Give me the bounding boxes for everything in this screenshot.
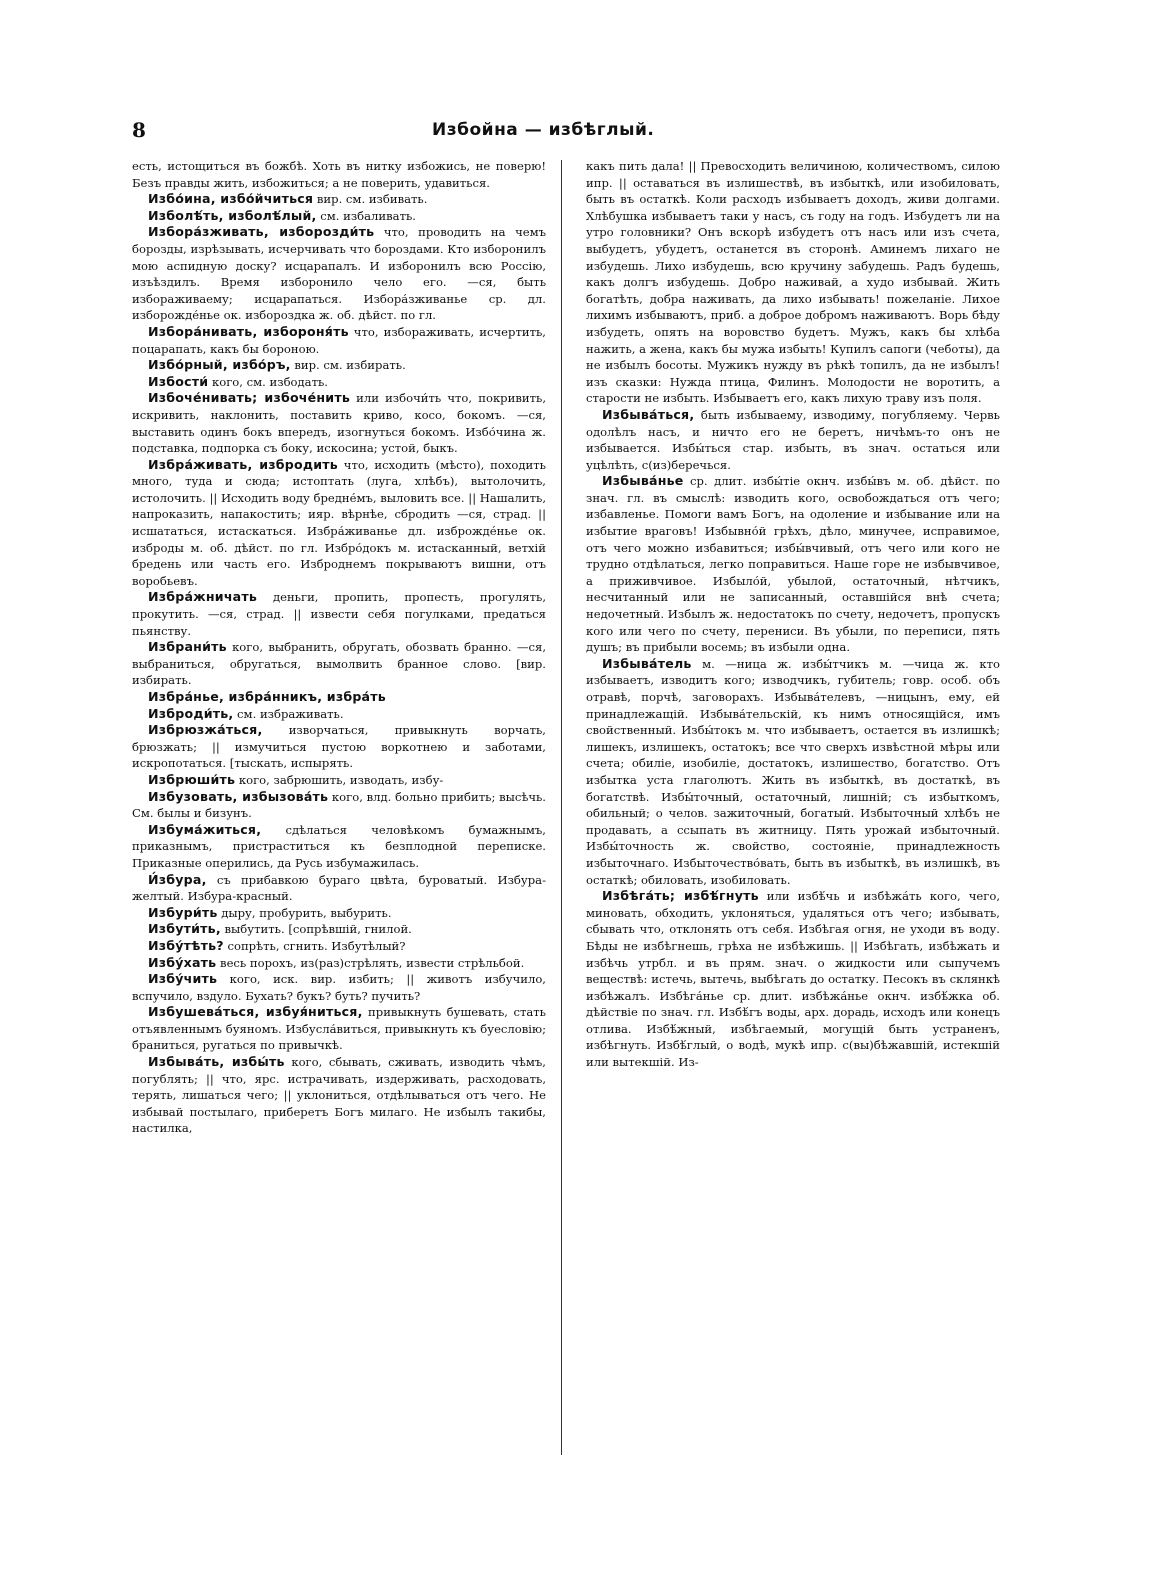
left-column — [132, 158, 546, 1458]
entry-headword: Избра́нье, избра́нникъ, избра́ть — [148, 689, 386, 704]
entry-definition: быть избываему, изводиму, погубляему. Червь одолѣлъ насъ, и ничто его не беретъ, ничѣмъ-то онъ не избывается. Избы́ться стар. избыть, въ знач. остаться или уцѣлѣть, с(из)беречься. — [586, 407, 1000, 472]
dictionary-entry — [132, 324, 546, 357]
entry-definition: кого, иск. вир. избить; || животъ избучило, вспучило, вздуло. Бухать? букъ? буть? пучить? — [132, 972, 546, 1003]
dictionary-entry — [132, 872, 546, 905]
entry-definition: кого, влд. больно прибить; высѣчь. См. былы и бизунъ. — [132, 789, 546, 821]
dictionary-entry — [132, 390, 546, 456]
entry-definition: деньги, пропить, пропесть, прогулять, прокутить. —ся, страд. || извести себя погулками, предаться пьянству. — [132, 590, 546, 638]
entry-headword: Избума́житься, — [148, 821, 262, 837]
entry-headword: Избу́чить — [148, 971, 218, 987]
dictionary-entry — [132, 589, 546, 639]
running-head: Избойна — избѣглый. — [432, 120, 655, 140]
entry-headword: Избыва́нье — [602, 473, 684, 489]
dictionary-entry — [132, 938, 546, 955]
entry-definition: какъ пить дала! || Превосходить величиною, количествомъ, силою ипр. || оставаться въ излишествѣ, въ избыткѣ, или изобиловать, быть въ остаткѣ. Коли расходъ избываетъ доходъ, живи долгами. Хлѣбушка избываетъ таки у насъ, съ году на годъ. Избудетъ ли на утро головники? Онъ вскорѣ избудетъ отъ насъ или изъ счета, выбудетъ, убудетъ, останется въ сторонѣ. Аминемъ лихаго не избудешь. Лихо избудешь, всю кручину забудешь. Радъ будешь, какъ долгъ избудешь. Добро наживай, а худо избывай. Жить богатѣть, добра наживать, да лихо избывать! пожеланіе. Лихое лихимъ избываютъ, приб. а доброе добромъ наживаютъ. Ворь бѣду избудеть, опять на воровство будетъ. Мужъ, какъ бы хлѣба нажить, а жена, какъ бы мужа избыть! Купилъ сапоги (чеботы), да не избылъ босоты. Мужикъ нужду въ рѣкѣ топилъ, да не избылъ! изъ сказки: Нужда птица, Филинъ. Молодости не воротить, а старости не избыть. Избываетъ его, какъ лихую траву изъ поля. — [586, 159, 1000, 406]
entry-definition: кого, см. избодать. — [208, 374, 328, 389]
dictionary-entry — [132, 971, 546, 1004]
entry-definition: или избочи́ть что, покривить, искривить, наклонить, поставить криво, косо, бокомъ. —ся, выставить одинъ бокъ впередъ, изогнуться бокомъ. Избо́чина ж. подставка, подпорка съ боку, искосина; устой, быкъ. — [132, 391, 546, 456]
entry-definition: вир. см. избивать. — [313, 192, 428, 207]
entry-definition: кого, сбывать, сживать, изводить чѣмъ, погублять; || что, ярс. истрачивать, издерживать, расходовать, терять, лишаться чего; || уклониться, отдѣлываться отъ чего. Не избывай постылаго, приберетъ Богъ милаго. Не избылъ такибы, настилка, — [132, 1055, 546, 1136]
page-number: 8 — [132, 118, 146, 142]
entry-definition: сопрѣть, сгнить. Избутѣлый? — [223, 938, 406, 953]
entry-definition: есть, истощиться въ божбѣ. Хоть въ нитку избожись, не поверю! Безъ правды жить, избожиться; а не поверить, удавиться. — [132, 159, 546, 190]
dictionary-entry — [132, 689, 546, 706]
entry-headword: Избу́тѣть? — [148, 937, 224, 953]
dictionary-entry — [132, 191, 546, 208]
entry-headword: Избыва́ть, избы́ть — [148, 1054, 285, 1070]
entry-headword: Избоче́нивать; избоче́нить — [148, 390, 350, 406]
entry-headword: Избо́ина, избо́йчиться — [148, 191, 314, 207]
entry-definition: что, проводить на чемъ борозды, изрѣзывать, исчерчивать что бороздами. Кто изборонилъ мою аспидную доску? исцарапалъ. И изборонилъ всю Россію, изъѣздилъ. Время изборонило чело его. —ся, быть избораживаему; исцарапаться. Избора́зживанье ср. дл. изборожде́нье ок. избороздка ж. об. дѣйст. по гл. — [132, 225, 546, 323]
entry-headword: Избузовать, избызова́ть — [148, 788, 329, 804]
dictionary-entry — [132, 457, 546, 590]
entry-definition: ср. длит. избы́тіе окнч. избы́въ м. об. дѣйст. по знач. гл. въ смыслѣ: изводить кого, освобождаться отъ чего; избавленье. Помоги вамъ Богъ, на одоление и избывание или на избытие враговъ! Избывно́й грѣхъ, дѣло, минучее, исправимое, отъ чего можно избавиться; избы́вчивый, отъ чего или кого не трудно отдѣлаться, легко поправиться. Наше горе не избывчивое, а приживчивое. Избыло́й, убылой, остаточный, нѣтчикъ, несчитанный или не записанный, оставшійся внѣ счета; недочетный. Избылъ ж. недостатокъ по счету, недочетъ, пропускъ кого или чего по счету, перениси. Въ убыли, по переписи, пять душъ; въ прибыли восемь; въ избыли одна. — [586, 474, 1000, 655]
entry-headword: Избора́нивать, избороня́ть — [148, 323, 349, 339]
entry-definition: кого, выбранить, обругать, обозвать бранно. —ся, выбраниться, обругаться, вымолвить бранное слово. [вир. избирать. — [132, 640, 546, 688]
entry-definition: выбутить. [сопрѣвшій, гнилой. — [220, 922, 412, 937]
entry-headword: Избрюши́ть — [148, 771, 236, 787]
entry-headword: Изброди́ть, — [148, 705, 234, 721]
entry-definition: изворчаться, привыкнуть ворчать, брюзжать; || измучиться пустою воркотнею и заботами, искропотаться. [тыскать, испырять. — [132, 723, 546, 771]
dictionary-entry — [132, 158, 546, 191]
entry-headword: Избости́ — [148, 373, 209, 389]
dictionary-entry — [586, 407, 1000, 473]
dictionary-entry — [132, 224, 546, 324]
entry-definition: вир. см. избирать. — [290, 358, 406, 373]
dictionary-entry — [132, 1004, 546, 1054]
entry-definition: см. избаливать. — [316, 208, 416, 223]
dictionary-entry — [132, 905, 546, 922]
page-header — [132, 118, 1032, 148]
entry-definition: съ прибавкою бураго цвѣта, буроватый. Избура-желтый. Избура-красный. — [132, 872, 546, 904]
dictionary-entry — [132, 374, 546, 391]
entry-definition: что, избораживать, исчертить, поцарапать, какъ бы бороною. — [132, 324, 546, 356]
dictionary-entry — [586, 888, 1000, 1071]
entry-headword: Избыва́тель — [602, 655, 692, 671]
entry-headword: И́збура, — [148, 871, 207, 887]
dictionary-entry — [132, 1054, 546, 1137]
entry-headword: Избра́живать, избродить — [148, 456, 338, 472]
column-divider — [561, 160, 562, 1455]
entry-definition: что, исходить (мѣсто), походить много, туда и сюда; истоптать (луга, хлѣбъ), вытолочить, истолочить. || Исходить воду бредне́мъ, выловить все. || Нашалить, напроказить, напакостить; ияр. вѣрнѣе, сбродить —ся, страд. || исшататься, истаскаться. Избра́живанье дл. изброжде́нье ок. изброды м. об. дѣйст. по гл. Избро́докъ м. истасканный, ветхій бредень или часть его. Изброднемъ покрываютъ вишни, отъ воробьевъ. — [132, 457, 546, 588]
dictionary-entry — [132, 639, 546, 689]
dictionary-entry — [586, 158, 1000, 407]
dictionary-entry — [132, 822, 546, 872]
entry-definition: весь порохъ, из(раз)стрѣлять, извести стрѣльбой. — [216, 955, 525, 970]
entry-definition: или избѣ́чь и избѣжа́ть кого, чего, миновать, обходить, уклоняться, удаляться отъ чего; избывать, сбывать что, отклонять отъ себя. Избѣгая огня, не уходи въ воду. Бѣды не избѣгнешь, грѣха не избѣжишь. || Избѣгать, избѣжать и избѣчь утрбл. и въ прям. знач. о жидкости или сыпучемъ веществѣ: истечь, вытечь, выбѣгать до остатку. Песокъ въ склянкѣ избѣжалъ. Избѣга́нье ср. длит. избѣжа́нье окнч. избѣ́жка об. дѣйствіе по знач. гл. Избѣ́гъ воды, арх. дорадь, исходъ или конецъ отлива. Избѣ́жный, избѣгаемый, могущій быть устраненъ, избѣгнуть. Избѣ́глый, о водѣ, мукѣ ипр. с(вы)бѣжавшій, истекшій или вытекшій. Из- — [586, 889, 1000, 1070]
entry-headword: Избушева́ться, избуя́ниться, — [148, 1004, 363, 1020]
dictionary-entry — [132, 921, 546, 938]
entry-headword: Избути́ть, — [148, 921, 221, 937]
dictionary-entry — [132, 789, 546, 822]
dictionary-entry — [586, 473, 1000, 656]
entry-headword: Избури́ть — [148, 904, 218, 920]
dictionary-entry — [132, 722, 546, 772]
entry-headword: Избрани́ть — [148, 639, 227, 655]
dictionary-entry — [586, 656, 1000, 888]
entry-definition: дыру, пробурить, выбурить. — [217, 905, 392, 920]
entry-definition: привыкнуть бушевать, стать отъявленнымъ буяномъ. Избусла́виться, привыкнуть къ буесловію; браниться, ругаться по привычкѣ. — [132, 1005, 546, 1053]
entry-headword: Избора́зживать, изборозди́ть — [148, 224, 375, 240]
entry-headword: Избрюзжа́ться, — [148, 722, 263, 738]
entry-headword: Избо́рный, избо́ръ, — [148, 357, 291, 373]
entry-definition: м. —ница ж. избы́тчикъ м. —чица ж. кто избываетъ, изводитъ кого; изводчикъ, губитель; говр. особ. объ отравѣ, порчѣ, заговорахъ. Избыва́телевъ, —ницынъ, ему, ей принадлежащій. Избыва́тельскій, къ нимъ относящійся, имъ свойственный. Избы́токъ м. что избываетъ, остается въ излишкѣ; лишекъ, излишекъ, остатокъ; все что сверхъ извѣстной мѣры или счета; обиліе, изобиліе, достатокъ, излишество, богатство. Отъ избытка уста глаголютъ. Жить въ избыткѣ, въ достаткѣ, въ богатствѣ. Избы́точный, остаточный, лишній; съ избыткомъ, обильный; о челов. зажиточный, богатый. Избыточный хлѣбъ не продавать, а ссыпать въ житницу. Пять урожай избыточный. Избы́точность ж. свойство, состояніе, принадлежность избыточнаго. Избыточество́вать, быть въ избыткѣ, въ излишкѣ, въ остаткѣ; обиловать, изобиловать. — [586, 656, 1000, 887]
entry-definition: сдѣлаться человѣкомъ бумажнымъ, приказнымъ, пристраститься къ безплодной переписке. Приказные оперились, да Русь избумажилась. — [132, 822, 546, 870]
entry-definition: кого, забрюшить, изводать, избу- — [235, 772, 444, 787]
dictionary-entry — [132, 208, 546, 225]
entry-definition: см. избраживать. — [233, 706, 344, 721]
entry-headword: Изболѣ́ть, изболѣ́лый, — [148, 207, 317, 223]
entry-headword: Избра́жничать — [148, 589, 258, 605]
entry-headword: Избу́хать — [148, 954, 217, 970]
dictionary-entry — [132, 357, 546, 374]
right-column — [586, 158, 1000, 1458]
entry-headword: Избыва́ться, — [602, 406, 695, 422]
dictionary-entry — [132, 706, 546, 723]
dictionary-entry — [132, 955, 546, 972]
dictionary-entry — [132, 772, 546, 789]
entry-headword: Избѣга́ть; избѣ́гнуть — [602, 888, 759, 904]
